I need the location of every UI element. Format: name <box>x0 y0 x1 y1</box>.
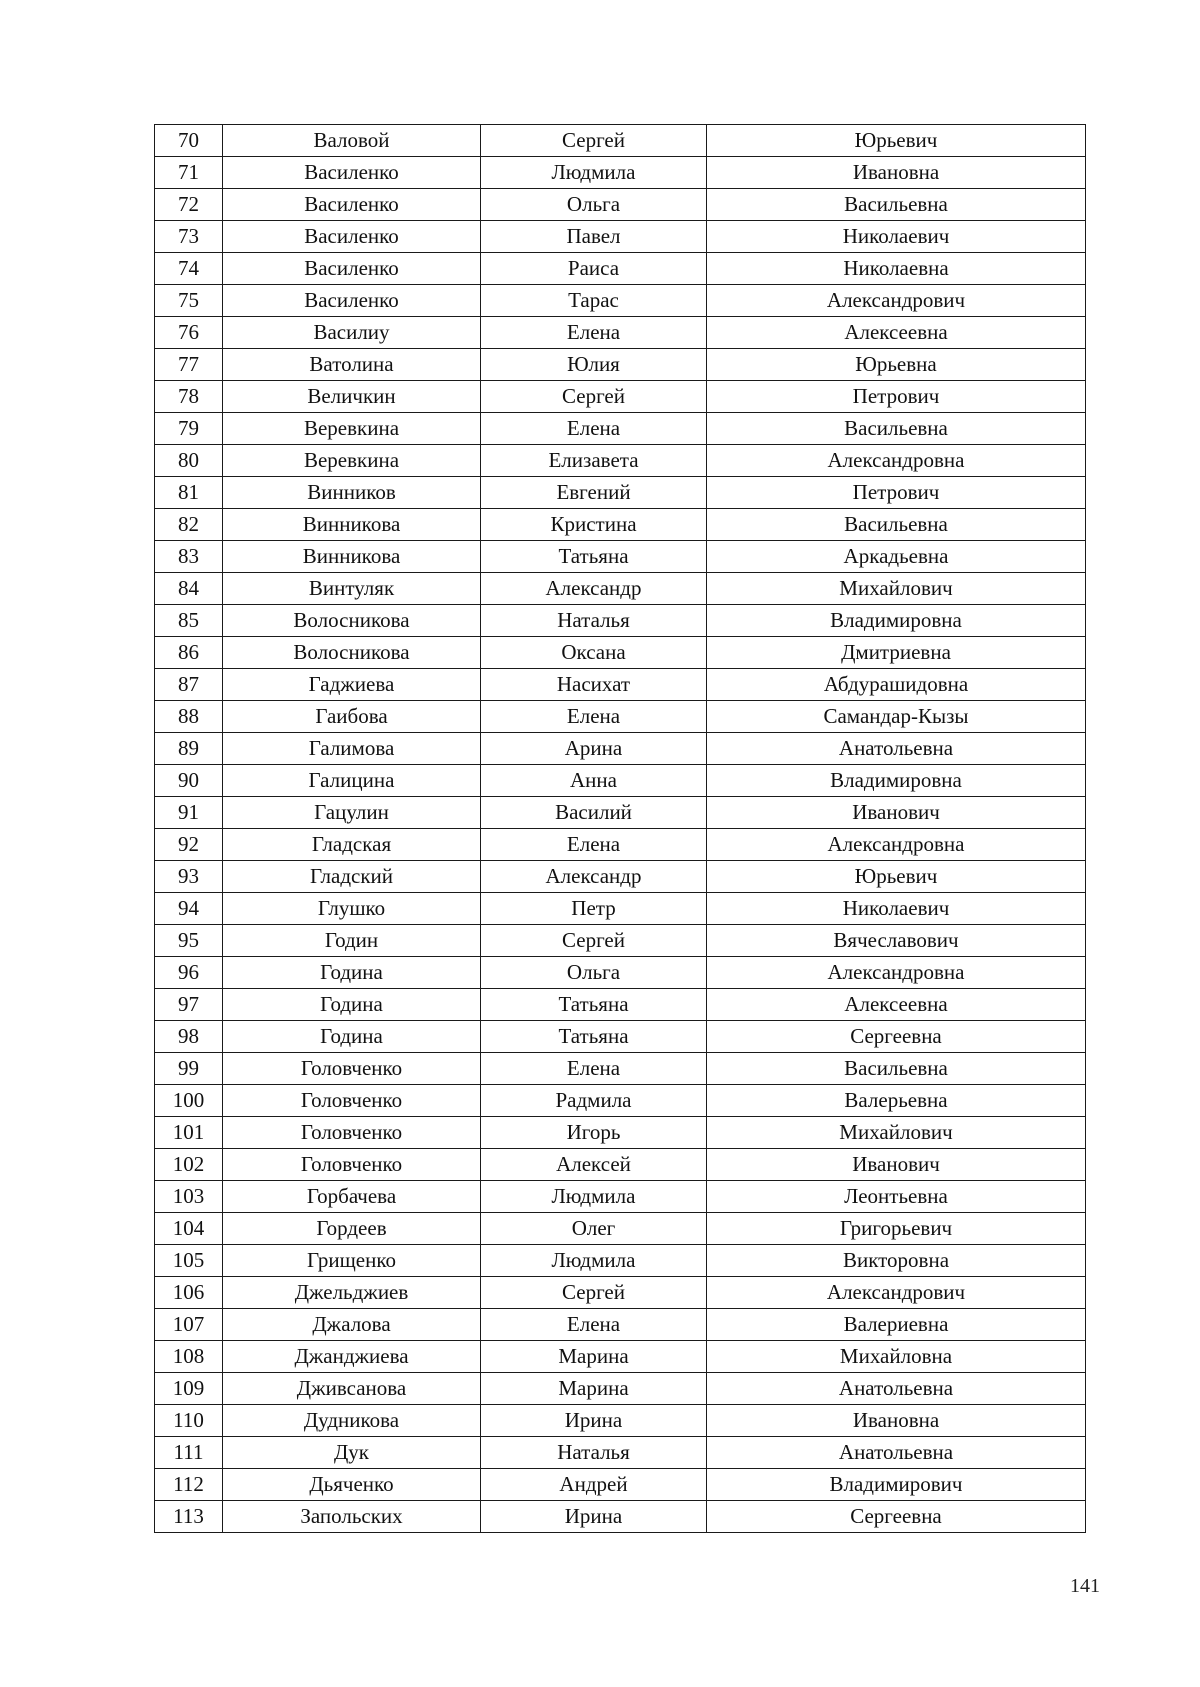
first-name-cell: Андрей <box>481 1469 707 1501</box>
row-number-cell: 98 <box>155 1021 223 1053</box>
last-name-cell: Дживсанова <box>223 1373 481 1405</box>
patronymic-cell: Александровна <box>707 957 1086 989</box>
first-name-cell: Оксана <box>481 637 707 669</box>
patronymic-cell: Ивановна <box>707 157 1086 189</box>
last-name-cell: Гаибова <box>223 701 481 733</box>
row-number-cell: 96 <box>155 957 223 989</box>
table-row <box>155 605 1086 637</box>
last-name-cell: Грищенко <box>223 1245 481 1277</box>
patronymic-cell: Иванович <box>707 797 1086 829</box>
last-name-cell: Головченко <box>223 1053 481 1085</box>
table-row <box>155 925 1086 957</box>
row-number-cell: 79 <box>155 413 223 445</box>
patronymic-cell: Александрович <box>707 285 1086 317</box>
last-name-cell: Галимова <box>223 733 481 765</box>
table-row <box>155 285 1086 317</box>
first-name-cell: Елена <box>481 829 707 861</box>
last-name-cell: Винников <box>223 477 481 509</box>
patronymic-cell: Абдурашидовна <box>707 669 1086 701</box>
patronymic-cell: Николаевич <box>707 893 1086 925</box>
last-name-cell: Василенко <box>223 221 481 253</box>
first-name-cell: Людмила <box>481 157 707 189</box>
last-name-cell: Головченко <box>223 1117 481 1149</box>
table-row <box>155 413 1086 445</box>
first-name-cell: Сергей <box>481 1277 707 1309</box>
patronymic-cell: Анатольевна <box>707 733 1086 765</box>
row-number-cell: 84 <box>155 573 223 605</box>
row-number-cell: 73 <box>155 221 223 253</box>
first-name-cell: Татьяна <box>481 1021 707 1053</box>
table-row <box>155 1021 1086 1053</box>
table-row <box>155 157 1086 189</box>
table-row <box>155 1277 1086 1309</box>
page-number: 141 <box>1070 1575 1100 1597</box>
first-name-cell: Александр <box>481 861 707 893</box>
row-number-cell: 82 <box>155 509 223 541</box>
last-name-cell: Василенко <box>223 189 481 221</box>
row-number-cell: 90 <box>155 765 223 797</box>
last-name-cell: Гладский <box>223 861 481 893</box>
patronymic-cell: Анатольевна <box>707 1437 1086 1469</box>
first-name-cell: Игорь <box>481 1117 707 1149</box>
patronymic-cell: Васильевна <box>707 1053 1086 1085</box>
first-name-cell: Елена <box>481 413 707 445</box>
table-row <box>155 1469 1086 1501</box>
first-name-cell: Марина <box>481 1341 707 1373</box>
first-name-cell: Елена <box>481 701 707 733</box>
last-name-cell: Година <box>223 1021 481 1053</box>
row-number-cell: 110 <box>155 1405 223 1437</box>
last-name-cell: Дьяченко <box>223 1469 481 1501</box>
first-name-cell: Марина <box>481 1373 707 1405</box>
row-number-cell: 95 <box>155 925 223 957</box>
row-number-cell: 70 <box>155 125 223 157</box>
table-row <box>155 1085 1086 1117</box>
first-name-cell: Ирина <box>481 1501 707 1533</box>
last-name-cell: Винникова <box>223 509 481 541</box>
table-row <box>155 1341 1086 1373</box>
row-number-cell: 93 <box>155 861 223 893</box>
row-number-cell: 113 <box>155 1501 223 1533</box>
patronymic-cell: Аркадьевна <box>707 541 1086 573</box>
first-name-cell: Радмила <box>481 1085 707 1117</box>
last-name-cell: Глушко <box>223 893 481 925</box>
table-row <box>155 1181 1086 1213</box>
row-number-cell: 81 <box>155 477 223 509</box>
row-number-cell: 108 <box>155 1341 223 1373</box>
row-number-cell: 89 <box>155 733 223 765</box>
patronymic-cell: Ивановна <box>707 1405 1086 1437</box>
first-name-cell: Ирина <box>481 1405 707 1437</box>
table-row <box>155 637 1086 669</box>
last-name-cell: Гаджиева <box>223 669 481 701</box>
table-row <box>155 317 1086 349</box>
table-row <box>155 1245 1086 1277</box>
row-number-cell: 87 <box>155 669 223 701</box>
last-name-cell: Веревкина <box>223 413 481 445</box>
first-name-cell: Татьяна <box>481 541 707 573</box>
last-name-cell: Веревкина <box>223 445 481 477</box>
first-name-cell: Алексей <box>481 1149 707 1181</box>
last-name-cell: Волосникова <box>223 605 481 637</box>
first-name-cell: Ольга <box>481 957 707 989</box>
patronymic-cell: Алексеевна <box>707 317 1086 349</box>
last-name-cell: Винтуляк <box>223 573 481 605</box>
row-number-cell: 77 <box>155 349 223 381</box>
row-number-cell: 105 <box>155 1245 223 1277</box>
row-number-cell: 72 <box>155 189 223 221</box>
last-name-cell: Гацулин <box>223 797 481 829</box>
patronymic-cell: Вячеславович <box>707 925 1086 957</box>
patronymic-cell: Васильевна <box>707 189 1086 221</box>
table-row <box>155 957 1086 989</box>
table-row <box>155 125 1086 157</box>
row-number-cell: 106 <box>155 1277 223 1309</box>
patronymic-cell: Иванович <box>707 1149 1086 1181</box>
last-name-cell: Винникова <box>223 541 481 573</box>
last-name-cell: Ватолина <box>223 349 481 381</box>
table-row <box>155 349 1086 381</box>
row-number-cell: 97 <box>155 989 223 1021</box>
row-number-cell: 88 <box>155 701 223 733</box>
first-name-cell: Татьяна <box>481 989 707 1021</box>
row-number-cell: 75 <box>155 285 223 317</box>
last-name-cell: Галицина <box>223 765 481 797</box>
last-name-cell: Джалова <box>223 1309 481 1341</box>
first-name-cell: Сергей <box>481 125 707 157</box>
patronymic-cell: Григорьевич <box>707 1213 1086 1245</box>
table-row <box>155 893 1086 925</box>
row-number-cell: 92 <box>155 829 223 861</box>
last-name-cell: Василиу <box>223 317 481 349</box>
row-number-cell: 86 <box>155 637 223 669</box>
table-row <box>155 765 1086 797</box>
row-number-cell: 101 <box>155 1117 223 1149</box>
patronymic-cell: Юрьевич <box>707 861 1086 893</box>
row-number-cell: 78 <box>155 381 223 413</box>
first-name-cell: Анна <box>481 765 707 797</box>
row-number-cell: 104 <box>155 1213 223 1245</box>
last-name-cell: Головченко <box>223 1085 481 1117</box>
patronymic-cell: Владимирович <box>707 1469 1086 1501</box>
patronymic-cell: Юрьевич <box>707 125 1086 157</box>
last-name-cell: Василенко <box>223 285 481 317</box>
first-name-cell: Елена <box>481 317 707 349</box>
row-number-cell: 94 <box>155 893 223 925</box>
first-name-cell: Наталья <box>481 1437 707 1469</box>
table-row <box>155 477 1086 509</box>
first-name-cell: Елена <box>481 1309 707 1341</box>
first-name-cell: Сергей <box>481 925 707 957</box>
first-name-cell: Кристина <box>481 509 707 541</box>
first-name-cell: Тарас <box>481 285 707 317</box>
first-name-cell: Сергей <box>481 381 707 413</box>
last-name-cell: Головченко <box>223 1149 481 1181</box>
row-number-cell: 99 <box>155 1053 223 1085</box>
table-row <box>155 669 1086 701</box>
table-row <box>155 1149 1086 1181</box>
first-name-cell: Людмила <box>481 1245 707 1277</box>
patronymic-cell: Петрович <box>707 477 1086 509</box>
first-name-cell: Петр <box>481 893 707 925</box>
patronymic-cell: Сергеевна <box>707 1021 1086 1053</box>
patronymic-cell: Александрович <box>707 1277 1086 1309</box>
last-name-cell: Василенко <box>223 157 481 189</box>
table-row <box>155 189 1086 221</box>
first-name-cell: Олег <box>481 1213 707 1245</box>
table-row <box>155 381 1086 413</box>
last-name-cell: Гладская <box>223 829 481 861</box>
last-name-cell: Василенко <box>223 253 481 285</box>
row-number-cell: 103 <box>155 1181 223 1213</box>
table-row <box>155 1053 1086 1085</box>
first-name-cell: Насихат <box>481 669 707 701</box>
patronymic-cell: Юрьевна <box>707 349 1086 381</box>
last-name-cell: Годин <box>223 925 481 957</box>
first-name-cell: Ольга <box>481 189 707 221</box>
first-name-cell: Наталья <box>481 605 707 637</box>
row-number-cell: 107 <box>155 1309 223 1341</box>
first-name-cell: Людмила <box>481 1181 707 1213</box>
table-row <box>155 1117 1086 1149</box>
first-name-cell: Павел <box>481 221 707 253</box>
row-number-cell: 111 <box>155 1437 223 1469</box>
table-row <box>155 541 1086 573</box>
table-row <box>155 1437 1086 1469</box>
row-number-cell: 100 <box>155 1085 223 1117</box>
table-row <box>155 861 1086 893</box>
patronymic-cell: Васильевна <box>707 413 1086 445</box>
table-row <box>155 445 1086 477</box>
table-row <box>155 829 1086 861</box>
table-row <box>155 221 1086 253</box>
row-number-cell: 91 <box>155 797 223 829</box>
patronymic-cell: Михайлович <box>707 573 1086 605</box>
table-row <box>155 1213 1086 1245</box>
row-number-cell: 74 <box>155 253 223 285</box>
first-name-cell: Раиса <box>481 253 707 285</box>
patronymic-cell: Михайлович <box>707 1117 1086 1149</box>
last-name-cell: Величкин <box>223 381 481 413</box>
patronymic-cell: Петрович <box>707 381 1086 413</box>
first-name-cell: Елена <box>481 1053 707 1085</box>
row-number-cell: 102 <box>155 1149 223 1181</box>
row-number-cell: 83 <box>155 541 223 573</box>
patronymic-cell: Михайловна <box>707 1341 1086 1373</box>
table-row <box>155 701 1086 733</box>
patronymic-cell: Дмитриевна <box>707 637 1086 669</box>
table-row <box>155 1405 1086 1437</box>
last-name-cell: Година <box>223 957 481 989</box>
patronymic-cell: Владимировна <box>707 765 1086 797</box>
patronymic-cell: Анатольевна <box>707 1373 1086 1405</box>
last-name-cell: Година <box>223 989 481 1021</box>
row-number-cell: 85 <box>155 605 223 637</box>
table-row <box>155 797 1086 829</box>
last-name-cell: Валовой <box>223 125 481 157</box>
row-number-cell: 80 <box>155 445 223 477</box>
first-name-cell: Александр <box>481 573 707 605</box>
last-name-cell: Гордеев <box>223 1213 481 1245</box>
last-name-cell: Дудникова <box>223 1405 481 1437</box>
first-name-cell: Василий <box>481 797 707 829</box>
table-row <box>155 1373 1086 1405</box>
patronymic-cell: Александровна <box>707 829 1086 861</box>
last-name-cell: Дук <box>223 1437 481 1469</box>
patronymic-cell: Владимировна <box>707 605 1086 637</box>
first-name-cell: Арина <box>481 733 707 765</box>
roster-table-body <box>155 125 1086 1533</box>
patronymic-cell: Викторовна <box>707 1245 1086 1277</box>
last-name-cell: Джельджиев <box>223 1277 481 1309</box>
row-number-cell: 71 <box>155 157 223 189</box>
last-name-cell: Запольских <box>223 1501 481 1533</box>
patronymic-cell: Валериевна <box>707 1309 1086 1341</box>
row-number-cell: 112 <box>155 1469 223 1501</box>
patronymic-cell: Васильевна <box>707 509 1086 541</box>
last-name-cell: Джанджиева <box>223 1341 481 1373</box>
last-name-cell: Горбачева <box>223 1181 481 1213</box>
patronymic-cell: Самандар-Кызы <box>707 701 1086 733</box>
first-name-cell: Евгений <box>481 477 707 509</box>
table-row <box>155 1309 1086 1341</box>
row-number-cell: 76 <box>155 317 223 349</box>
patronymic-cell: Алексеевна <box>707 989 1086 1021</box>
table-row <box>155 509 1086 541</box>
table-row <box>155 733 1086 765</box>
table-row <box>155 573 1086 605</box>
first-name-cell: Елизавета <box>481 445 707 477</box>
patronymic-cell: Леонтьевна <box>707 1181 1086 1213</box>
table-row <box>155 989 1086 1021</box>
table-row <box>155 253 1086 285</box>
last-name-cell: Волосникова <box>223 637 481 669</box>
patronymic-cell: Валерьевна <box>707 1085 1086 1117</box>
table-row <box>155 1501 1086 1533</box>
patronymic-cell: Александровна <box>707 445 1086 477</box>
first-name-cell: Юлия <box>481 349 707 381</box>
patronymic-cell: Николаевич <box>707 221 1086 253</box>
patronymic-cell: Николаевна <box>707 253 1086 285</box>
roster-table <box>154 124 1086 1533</box>
patronymic-cell: Сергеевна <box>707 1501 1086 1533</box>
row-number-cell: 109 <box>155 1373 223 1405</box>
